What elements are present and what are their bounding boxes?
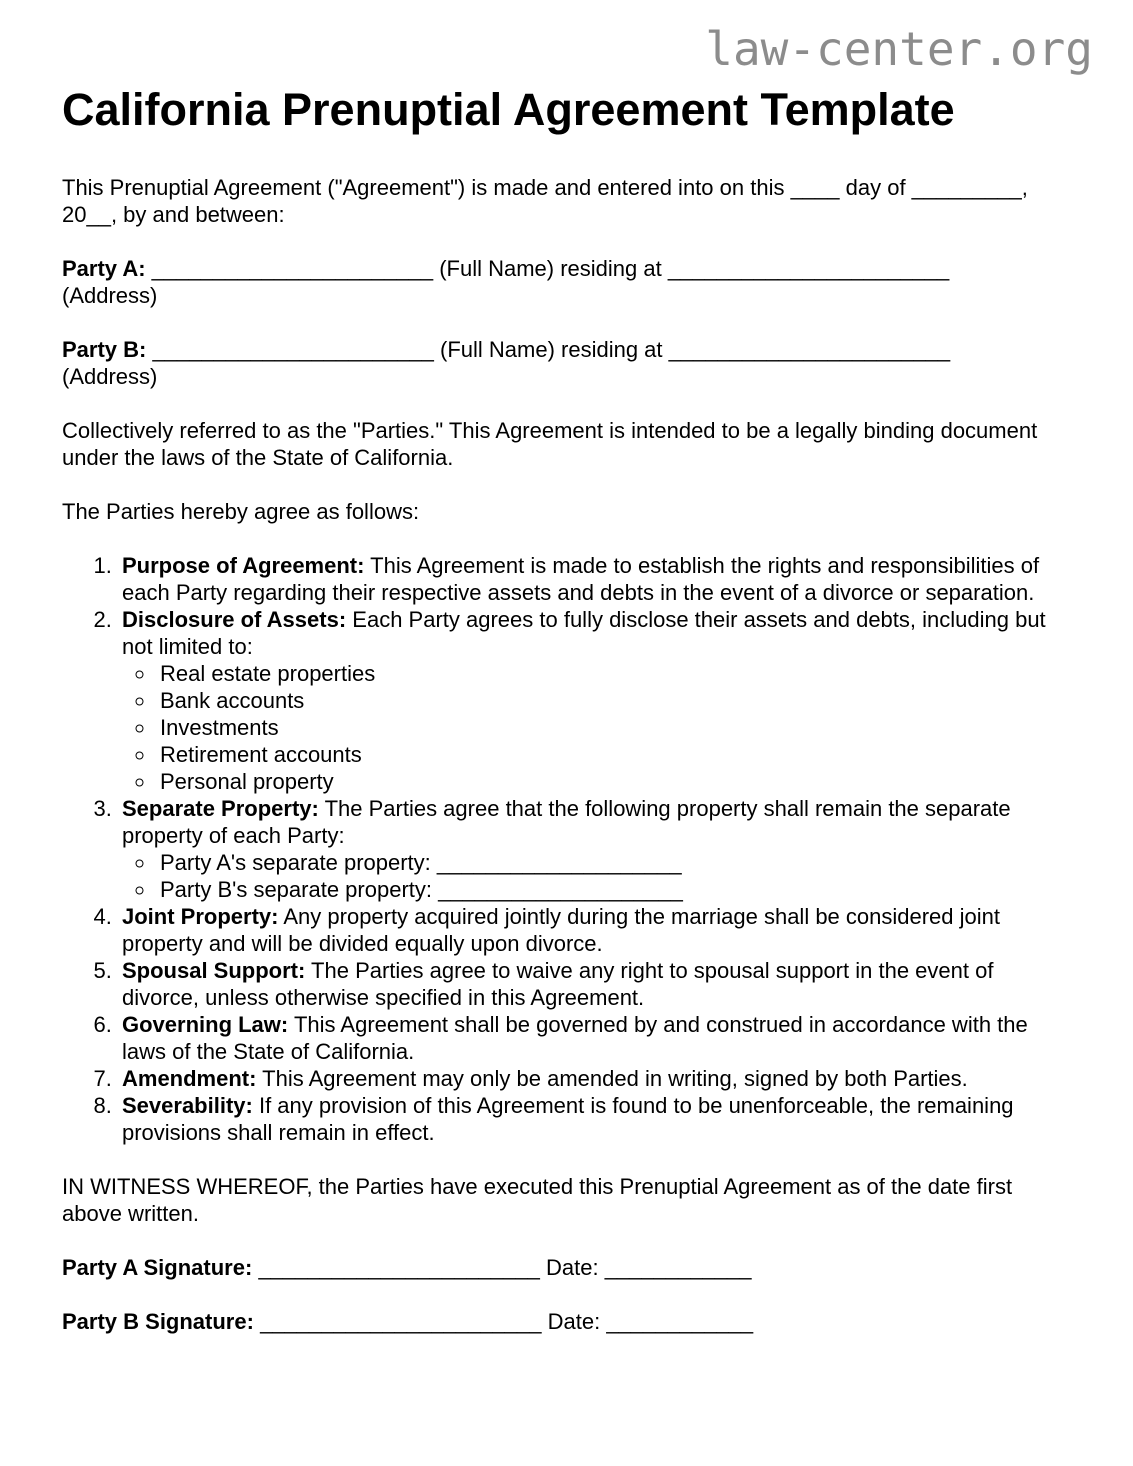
term-governing-law-label: Governing Law: (122, 1012, 289, 1037)
term-governing-law-text: This Agreement shall be governed by and construed in accordance with the laws of the State of California. (122, 1012, 1028, 1064)
intro-paragraph: This Prenuptial Agreement ("Agreement") is made and entered into on this ____ day of _________, 20__, by and between: (62, 175, 1028, 227)
term-disclosure-label: Disclosure of Assets: (122, 607, 347, 632)
term-purpose-label: Purpose of Agreement: (122, 553, 365, 578)
disclosure-item-real-estate: ◦ Real estate properties (156, 660, 1063, 687)
party-a-signature-line: _______________________ (258, 1255, 540, 1280)
separate-property-party-b: ◦ Party B's separate property: ____________________ (156, 876, 1063, 903)
term-governing-law (118, 1011, 1063, 1065)
party-a-date-line: ____________ (604, 1255, 752, 1280)
term-joint-property (118, 903, 1063, 957)
party-b-date-line: ____________ (606, 1309, 754, 1334)
term-joint-property-text: Any property acquired jointly during the marriage shall be considered joint property and will be divided equally upon divorce. (122, 904, 1000, 956)
party-a-blank-line: _______________________ (Full Name) residing at _______________________ (151, 256, 950, 281)
party-b-row (62, 336, 1063, 390)
party-a-address-note: (Address) (62, 283, 158, 308)
party-a-signature-row (62, 1254, 1063, 1281)
separate-property-sublist (122, 849, 1063, 903)
term-severability (118, 1092, 1063, 1146)
party-a-label: Party A: (62, 256, 146, 281)
term-severability-label: Severability: (122, 1093, 253, 1118)
site-watermark: law-center.org (705, 22, 1093, 76)
term-amendment-text: This Agreement may only be amended in writing, signed by both Parties. (262, 1066, 968, 1091)
party-a-date-label: Date: (545, 1255, 599, 1280)
term-spousal-support-label: Spousal Support: (122, 958, 306, 983)
term-spousal-support-text: The Parties agree to waive any right to spousal support in the event of divorce, unless otherwise specified in this Agreement. (122, 958, 994, 1010)
party-b-signature-line: _______________________ (260, 1309, 542, 1334)
party-b-signature-label: Party B Signature: (62, 1309, 254, 1334)
term-spousal-support (118, 957, 1063, 1011)
term-purpose-text: This Agreement is made to establish the rights and responsibilities of each Party regarding their respective assets and debts in the event of a divorce or separation. (122, 553, 1040, 605)
term-severability-text: If any provision of this Agreement is found to be unenforceable, the remaining provisions shall remain in effect. (122, 1093, 1014, 1145)
disclosure-item-retirement: ◦ Retirement accounts (156, 741, 1063, 768)
separate-property-party-a: ◦ Party A's separate property: ____________________ (156, 849, 1063, 876)
term-separate-property-text: The Parties agree that the following property shall remain the separate property of each Party: (122, 796, 1011, 848)
term-disclosure-text: Each Party agrees to fully disclose their assets and debts, including but not limited to: (122, 607, 1046, 659)
party-a-row (62, 255, 1063, 309)
disclosure-item-personal-property: ◦ Personal property (156, 768, 1063, 795)
party-b-date-label: Date: (547, 1309, 601, 1334)
witness-paragraph: IN WITNESS WHEREOF, the Parties have executed this Prenuptial Agreement as of the date first above written. (62, 1174, 1013, 1226)
term-amendment-label: Amendment: (122, 1066, 257, 1091)
term-purpose (118, 552, 1063, 606)
term-disclosure (118, 606, 1063, 795)
party-b-address-note: (Address) (62, 364, 158, 389)
term-joint-property-label: Joint Property: (122, 904, 279, 929)
agree-intro-paragraph: The Parties hereby agree as follows: (62, 499, 420, 524)
term-separate-property-label: Separate Property: (122, 796, 319, 821)
disclosure-sublist (122, 660, 1063, 795)
party-b-signature-row (62, 1308, 1063, 1335)
term-separate-property (118, 795, 1063, 903)
disclosure-item-bank-accounts: ◦ Bank accounts (156, 687, 1063, 714)
collectively-paragraph: Collectively referred to as the "Parties." This Agreement is intended to be a legally binding document under the laws of the State of California. (62, 418, 1038, 470)
terms-list (62, 552, 1063, 1146)
party-b-label: Party B: (62, 337, 147, 362)
term-amendment (118, 1065, 1063, 1092)
disclosure-item-investments: ◦ Investments (156, 714, 1063, 741)
party-b-blank-line: _______________________ (Full Name) residing at _______________________ (152, 337, 951, 362)
document-title: California Prenuptial Agreement Template (62, 84, 955, 135)
party-a-signature-label: Party A Signature: (62, 1255, 253, 1280)
